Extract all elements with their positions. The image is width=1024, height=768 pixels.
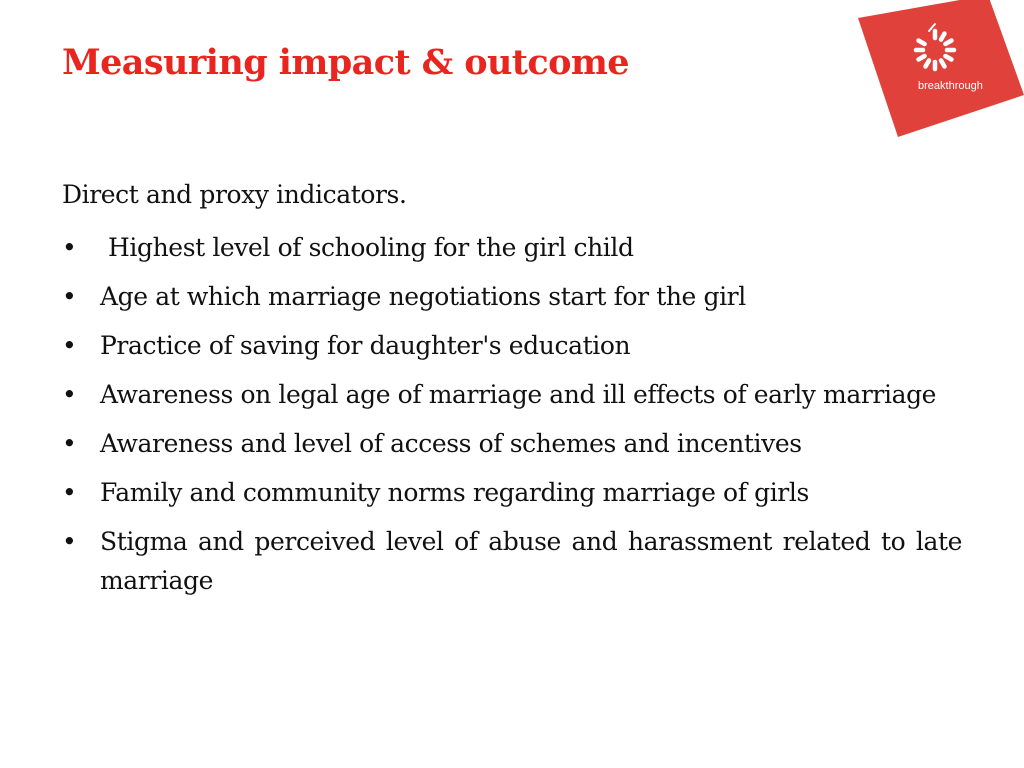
bullet-icon: • — [62, 331, 77, 360]
list-item-text: Highest level of schooling for the girl child — [108, 233, 634, 262]
logo-background — [858, 0, 1024, 140]
indicator-list — [62, 228, 962, 610]
list-item-text: Family and community norms regarding marriage of girls — [100, 478, 809, 507]
list-item — [62, 375, 962, 414]
list-item-text: Awareness on legal age of marriage and ill effects of early marriage — [100, 380, 937, 409]
intro-text: Direct and proxy indicators. — [62, 180, 407, 209]
slide-title: Measuring impact & outcome — [62, 42, 629, 83]
list-item-text: Stigma and perceived level of abuse and harassment related to late marriage — [100, 527, 962, 595]
bullet-icon: • — [62, 380, 77, 409]
list-item — [62, 522, 962, 600]
list-item-text: Age at which marriage negotiations start for the girl — [100, 282, 746, 311]
list-item-text: Practice of saving for daughter's education — [100, 331, 631, 360]
list-item-text: Awareness and level of access of schemes and incentives — [100, 429, 802, 458]
list-item — [62, 326, 962, 365]
list-item — [62, 228, 962, 267]
bullet-icon: • — [62, 282, 77, 311]
bullet-icon: • — [62, 478, 77, 507]
bullet-icon: • — [62, 429, 77, 458]
breakthrough-logo — [858, 0, 1024, 140]
list-item — [62, 473, 962, 512]
list-item — [62, 424, 962, 463]
logo-wordmark: breakthrough — [918, 80, 983, 92]
bullet-icon: • — [62, 527, 77, 556]
list-item — [62, 277, 962, 316]
bullet-icon: • — [62, 233, 77, 262]
